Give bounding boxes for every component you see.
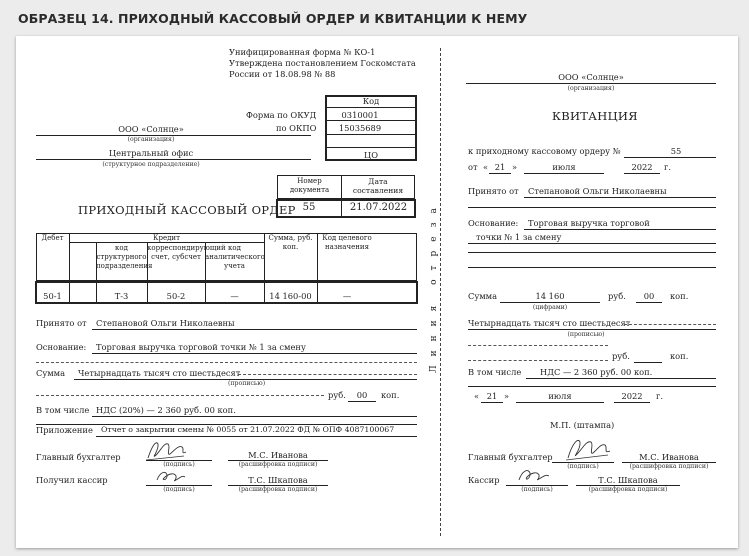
doc-date-header: Дата составления bbox=[352, 177, 404, 196]
receipt-sum-label: Сумма bbox=[468, 291, 498, 301]
from-label: от bbox=[468, 162, 478, 172]
stamp-label: М.П. (штампа) bbox=[550, 420, 615, 430]
purpose-header: Код целевого назначения bbox=[322, 234, 372, 251]
receipt-chief-sign-caption: (подпись) bbox=[567, 463, 599, 470]
year-suffix-2: г. bbox=[656, 391, 663, 401]
kop-value: 00 bbox=[356, 390, 368, 400]
row-purpose: — bbox=[342, 291, 352, 301]
to-order-label: к приходному кассовому ордеру № bbox=[468, 146, 621, 156]
chief-decode-caption: (расшифровка подписи) bbox=[238, 461, 318, 468]
receipt-org-caption: (организация) bbox=[567, 85, 615, 92]
row-analytic: — bbox=[230, 291, 239, 301]
received-value: Степановой Ольги Николаевны bbox=[96, 318, 235, 328]
attach-label: Приложение bbox=[36, 425, 93, 435]
receipt-basis-label: Основание: bbox=[468, 218, 519, 228]
basis-value: Торговая выручка торговой точки № 1 за смену bbox=[96, 342, 306, 352]
cashier-label: Получил кассир bbox=[36, 475, 108, 485]
row-corr-acc: 50-2 bbox=[166, 291, 186, 301]
org-name: ООО «Солнце» bbox=[118, 124, 184, 134]
receipt-rub-label-2: руб. bbox=[612, 351, 630, 361]
year-suffix: г. bbox=[664, 162, 671, 172]
okud-value: 0310001 bbox=[341, 110, 379, 120]
sum-caption: (прописью) bbox=[228, 380, 266, 387]
receipt-cashier-sign-caption: (подпись) bbox=[521, 486, 553, 493]
receipt-chief-name: М.С. Иванова bbox=[639, 452, 699, 462]
receipt-kop-label: коп. bbox=[670, 291, 689, 301]
receipt-received-value: Степановой Ольги Николаевны bbox=[528, 186, 667, 196]
receipt-cashier-decode-caption: (расшифровка подписи) bbox=[588, 486, 668, 493]
credit-header: Кредит bbox=[153, 234, 180, 242]
receipt-month: июля bbox=[552, 162, 576, 172]
receipt-chief-label: Главный бухгалтер bbox=[468, 452, 553, 462]
attach-value: Отчет о закрытии смены № 0055 от 21.07.2022 ФД № ОПФ 4087100067 bbox=[101, 425, 395, 434]
dept-caption: (структурное подразделение) bbox=[102, 161, 200, 168]
receipt-day-2: 21 bbox=[486, 391, 498, 401]
receipt-title: КВИТАНЦИЯ bbox=[552, 109, 638, 123]
dept-name: Центральный офис bbox=[108, 148, 194, 158]
receipt-kop-value: 00 bbox=[643, 291, 655, 301]
receipt-sum-digits: 14 160 bbox=[535, 291, 565, 301]
doc-date: 21.07.2022 bbox=[349, 202, 408, 213]
okpo-label: по ОКПО bbox=[276, 123, 317, 133]
receipt-kop-label-2: коп. bbox=[670, 351, 689, 361]
approved-label: Утверждена постановлением Госкомстата bbox=[229, 58, 416, 68]
receipt-day: 21 bbox=[494, 162, 506, 172]
row-sub-code: Т-3 bbox=[114, 291, 129, 301]
receipt-chief-decode-caption: (расшифровка подписи) bbox=[629, 463, 709, 470]
dept-code: ЦО bbox=[363, 150, 379, 160]
okud-label: Форма по ОКУД bbox=[246, 110, 317, 120]
rub-label: руб. bbox=[328, 390, 346, 400]
header-bar bbox=[0, 0, 749, 36]
row-debit: 50-1 bbox=[43, 291, 62, 301]
cashier-name: Т.С. Шкапова bbox=[248, 475, 308, 485]
debit-header: Дебет bbox=[41, 234, 64, 242]
incl-label: В том числе bbox=[36, 405, 90, 415]
sum-words: Четырнадцать тысяч сто шестьдесят bbox=[78, 368, 241, 378]
words-caption: (прописью) bbox=[567, 331, 605, 338]
approved-date-label: России от 18.08.98 № 88 bbox=[229, 69, 336, 79]
receipt-basis-value: Торговая выручка торговой bbox=[528, 218, 650, 228]
row-amount: 14 160-00 bbox=[269, 291, 312, 301]
basis-label: Основание: bbox=[36, 342, 87, 352]
sum-label: Сумма bbox=[36, 368, 66, 378]
sub-code-header: код структурного подразделения bbox=[96, 244, 153, 270]
doc-number-header: Номер документа bbox=[289, 177, 330, 194]
receipt-incl-value: НДС — 2 360 руб. 00 коп. bbox=[540, 367, 653, 377]
receipt-received-label: Принято от bbox=[468, 186, 519, 196]
page-title: ОБРАЗЕЦ 14. ПРИХОДНЫЙ КАССОВЫЙ ОРДЕР И КВИТАНЦИИ К НЕМУ bbox=[18, 11, 528, 26]
okpo-value: 15035689 bbox=[338, 123, 382, 133]
receipt-rub-label: руб. bbox=[608, 291, 626, 301]
chief-sign-caption: (подпись) bbox=[163, 461, 195, 468]
chief-name: М.С. Иванова bbox=[248, 450, 308, 460]
receipt-year-2: 2022 bbox=[621, 391, 643, 401]
order-title: ПРИХОДНЫЙ КАССОВЫЙ ОРДЕР bbox=[78, 203, 296, 217]
receipt-org-name: ООО «Солнце» bbox=[558, 72, 624, 82]
chief-label: Главный бухгалтер bbox=[36, 452, 121, 462]
incl-value: НДС (20%) — 2 360 руб. 00 коп. bbox=[96, 405, 236, 415]
receipt-chief-signature bbox=[564, 434, 614, 464]
unified-form-label: Унифицированная форма № КО-1 bbox=[229, 47, 376, 57]
cashier-decode-caption: (расшифровка подписи) bbox=[238, 486, 318, 493]
org-caption: (организация) bbox=[127, 136, 175, 143]
kop-label: коп. bbox=[381, 390, 400, 400]
document-sheet: Унифицированная форма № КО-1 Утверждена постановлением Госкомстата России от 18.08.98 № 88 Код Форма по ОКУД 0310001 по ОКПО 15035689 ООО «Солнце» (организация) Центральный офис ЦО (структурное подразделение) Номер документа Дата составления ПРИХОДНЫЙ КАССОВЫЙ ОРДЕР 55 21.07.2022 Дебет Кредит код структурного подразделения корреспондирующий счет, субсчет код аналитического учета Сумма, руб. коп. Код целевого назначения 50-1 Т-3 50-2 — 14 160-00 — Принято от Степановой Ольги Николаевны Основание: Торговая выручка торговой точки № 1 за смену Сумма Четырнадцать тысяч сто шестьдесят (прописью) руб. 00 коп. В том числе НДС (20%) — 2 360 руб. 00 коп. Приложение Отчет о закрытии смены № 0055 от 21.07.2022 ФД № ОПФ 4087100067 Главный бухгалтер (подпись) М.С. Иванова (расшифровка подписи) Получил кассир (подпись) Т.С. Шкапова (расшифровка подписи) Линия отреза ООО «Солнце» (организация) КВИТАНЦИЯ к приходному кассовому ордеру № 55 от « 21 » июля 2022 г. Принято от Степановой Ольги Николаевны Основание: Торговая выручка торговой точки № 1 за смену Сумма 14 160 (цифрами) руб. 00 коп. Четырнадцать тысяч сто шестьдесят (прописью) руб. коп. В том числе НДС — 2 360 руб. 00 коп. « 21 » июля 2022 г. М.П. (штампа) Главный бухгалтер (подпись) М.С. Иванова (расшифровка подписи) Кассир (подпись) Т.С. Шкапова (расшифровка подписи) bbox=[16, 36, 738, 548]
receipt-month-2: июля bbox=[548, 391, 572, 401]
analytic-header: код аналитического учета bbox=[205, 244, 265, 270]
receipt-order-number: 55 bbox=[670, 146, 682, 156]
cashier-sign-caption: (подпись) bbox=[163, 486, 195, 493]
receipt-incl-label: В том числе bbox=[468, 367, 522, 377]
receipt-sum-words: Четырнадцать тысяч сто шестьдесят bbox=[468, 318, 631, 328]
digits-caption: (цифрами) bbox=[532, 304, 568, 311]
doc-number: 55 bbox=[302, 202, 316, 213]
receipt-cashier-label: Кассир bbox=[468, 475, 500, 485]
receipt-basis-value2: точки № 1 за смену bbox=[476, 232, 562, 242]
amount-header: Сумма, руб. коп. bbox=[268, 234, 313, 251]
receipt-year: 2022 bbox=[631, 162, 653, 172]
received-label: Принято от bbox=[36, 318, 87, 328]
cut-line-label: Линия отреза bbox=[429, 199, 439, 373]
code-header: Код bbox=[362, 96, 380, 106]
corr-acc-header: корреспондирующий счет, субсчет bbox=[147, 244, 226, 261]
receipt-cashier-name: Т.С. Шкапова bbox=[598, 475, 658, 485]
